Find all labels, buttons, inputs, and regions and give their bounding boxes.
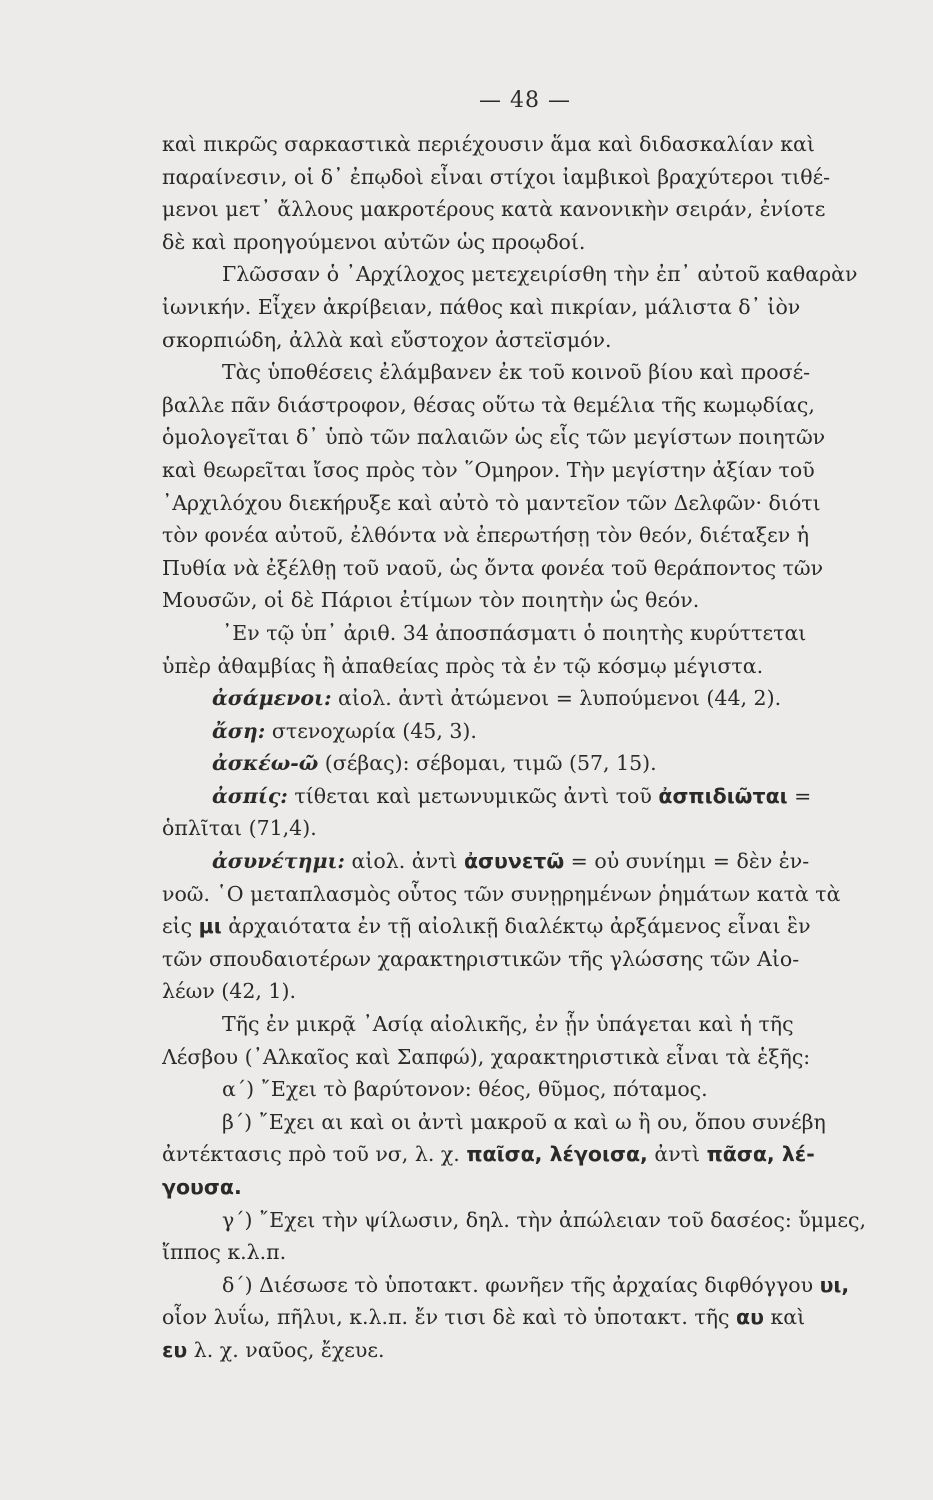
text-line: Τῆς ἐν μικρᾷ ᾽Ασίᾳ αἰολικῆς, ἐν ᾗν ὑπάγεται καὶ ἡ τῆς xyxy=(222,1012,794,1037)
text-line: ὑπὲρ ἀθαμβίας ἢ ἀπαθείας πρὸς τὰ ἐν τῷ κόσμῳ μέγιστα. xyxy=(162,653,764,678)
glossary-entry xyxy=(162,780,880,813)
text-line: Τὰς ὑποθέσεις ἐλάμβανεν ἐκ τοῦ κοινοῦ βίου καὶ προσέ- xyxy=(222,360,811,385)
feature-item-d xyxy=(162,1269,880,1302)
text-line: δὲ καὶ προηγούμενοι αὐτῶν ὡς προῳδοί. xyxy=(162,229,586,254)
bold-term: παῖσα, λέγοισα, xyxy=(466,1142,648,1167)
bold-term: ευ xyxy=(162,1337,188,1362)
text-line: νοῶ. ῾Ο μεταπλασμὸς οὗτος τῶν συνῃρημένων ῥημάτων κατὰ τὰ xyxy=(162,881,841,906)
text-line: ᾽Αρχιλόχου διεκήρυξε καὶ αὐτὸ τὸ μαντεῖον τῶν Δελφῶν· διότι xyxy=(162,490,821,515)
glossary-entry xyxy=(162,715,880,748)
text-line: ᾽Εν τῷ ὑπ᾽ ἀριθ. 34 ἀποσπάσματι ὁ ποιητὴς κυρύττεται xyxy=(222,620,807,645)
text-fragment: ἀντέκτασις πρὸ τοῦ νσ, λ. χ. xyxy=(162,1142,467,1167)
glossary-definition: στενοχωρία (45, 3). xyxy=(265,718,477,743)
feature-item-a: α΄) ῎Εχει τὸ βαρύτονον: θέος, θῦμος, πόταμος. xyxy=(222,1077,708,1102)
bold-term: αυ xyxy=(736,1305,764,1330)
text-fragment: λ. χ. ναῦος, ἔχευε. xyxy=(187,1337,385,1362)
bold-term: ἀσυνετῶ xyxy=(463,849,565,874)
text-fragment: οἷον λυΐω, πῆλυι, κ.λ.π. ἔν τισι δὲ καὶ τὸ ὑποτακτ. τῆς xyxy=(162,1305,737,1330)
text-line: καὶ πικρῶς σαρκαστικὰ περιέχουσιν ἅμα καὶ διδασκαλίαν καὶ xyxy=(162,132,815,156)
text-line: Πυθία νὰ ἐξέλθῃ τοῦ ναοῦ, ὡς ὄντα φονέα τοῦ θεράποντος τῶν xyxy=(162,555,824,580)
glossary-headword: ἀσυνέτημι: xyxy=(212,849,345,874)
glossary-definition: τίθεται καὶ μετωνυμικῶς ἀντὶ τοῦ xyxy=(287,783,659,808)
text-line: ἴππος κ.λ.π. xyxy=(162,1240,287,1265)
feature-item-b: β΄) ῎Εχει αι καὶ οι ἀντὶ μακροῦ α καὶ ω ἢ ου, ὅπου συνέβη xyxy=(222,1109,826,1134)
glossary-definition: αἰολ. ἀντὶ xyxy=(345,849,464,874)
text-line: λέων (42, 1). xyxy=(162,979,296,1004)
text-fragment: εἰς xyxy=(162,914,199,939)
bold-term: ἀσπιδιῶται xyxy=(658,783,788,808)
feature-item-c: γ΄) ῎Εχει τὴν ψίλωσιν, δηλ. τὴν ἀπώλειαν τοῦ δασέος: ὔμμες, xyxy=(222,1207,866,1232)
text-line xyxy=(162,910,880,943)
glossary-definition-tail: = xyxy=(787,783,812,808)
text-line: Γλῶσσαν ὁ ᾽Αρχίλοχος μετεχειρίσθη τὴν ἐπ᾽ αὐτοῦ καθαρὰν xyxy=(222,262,858,287)
glossary-headword: ἀσάμενοι: xyxy=(212,686,332,711)
glossary-definition: (σέβας): σέβομαι, τιμῶ (57, 15). xyxy=(318,751,657,776)
text-line xyxy=(162,1334,880,1367)
glossary-entry xyxy=(162,845,880,878)
text-line: τὸν φονέα αὐτοῦ, ἐλθόντα νὰ ἐπερωτήσῃ τὸν θεόν, διέταξεν ἡ xyxy=(162,523,810,548)
text-line: βαλλε πᾶν διάστροφον, θέσας οὕτω τὰ θεμέλια τῆς κωμῳδίας, xyxy=(162,392,815,417)
glossary-entry xyxy=(162,682,880,715)
glossary-headword: ἄση: xyxy=(212,718,266,743)
text-line: παραίνεσιν, οἱ δ᾽ ἐπῳδοὶ εἶναι στίχοι ἰαμβικοὶ βραχύτεροι τιθέ- xyxy=(162,164,831,189)
text-line: Λέσβου (᾽Αλκαῖος καὶ Σαπφώ), χαρακτηριστικὰ εἶναι τὰ ἑξῆς: xyxy=(162,1044,811,1069)
text-line xyxy=(162,1301,880,1334)
text-fragment: δ΄) Διέσωσε τὸ ὑποτακτ. φωνῆεν τῆς ἀρχαίας διφθόγγου xyxy=(222,1272,820,1297)
text-fragment: ἀντὶ xyxy=(647,1142,707,1167)
bold-term: γουσα. xyxy=(162,1175,242,1199)
text-line: ὁμολογεῖται δ᾽ ὑπὸ τῶν παλαιῶν ὡς εἷς τῶν μεγίστων ποιητῶν xyxy=(162,425,826,450)
bold-term: υι, xyxy=(819,1272,850,1297)
page-number: — 48 — xyxy=(479,88,571,113)
text-line: τῶν σπουδαιοτέρων χαρακτηριστικῶν τῆς γλώσσης τῶν Αἰο- xyxy=(162,946,800,971)
text-line: ὁπλῖται (71,4). xyxy=(162,816,317,841)
text-line: Μουσῶν, οἱ δὲ Πάριοι ἐτίμων τὸν ποιητὴν ὡς θεόν. xyxy=(162,588,700,613)
text-line: καὶ θεωρεῖται ἴσος πρὸς τὸν ῞Ομηρον. Τὴν μεγίστην ἀξίαν τοῦ xyxy=(162,457,815,482)
glossary-entry xyxy=(162,747,880,780)
text-line xyxy=(162,1138,880,1171)
text-fragment: ἀρχαιότατα ἐν τῇ αἰολικῇ διαλέκτῳ ἀρξάμενος εἶναι ἓν xyxy=(221,914,811,939)
bold-term: πᾶσα, λέ- xyxy=(706,1142,815,1167)
glossary-headword: ἀσπίς: xyxy=(212,783,288,808)
text-line: μενοι μετ᾽ ἄλλους μακροτέρους κατὰ κανονικὴν σειράν, ἐνίοτε xyxy=(162,197,826,222)
text-line xyxy=(162,1171,880,1204)
text-line: σκορπιώδη, ἀλλὰ καὶ εὔστοχον ἀστεϊσμόν. xyxy=(162,327,612,352)
text-line: ἰωνικήν. Εἶχεν ἀκρίβειαν, πάθος καὶ πικρίαν, μάλιστα δ᾽ ἰὸν xyxy=(162,294,801,319)
glossary-definition: αἰολ. ἀντὶ ἀτώμενοι = λυπούμενοι (44, 2). xyxy=(331,686,782,711)
bold-term: μι xyxy=(198,914,222,939)
page-body xyxy=(162,128,880,1367)
glossary-headword: ἀσκέω-ῶ xyxy=(212,751,319,776)
text-fragment: καὶ xyxy=(763,1305,806,1330)
glossary-definition-tail: = οὐ συνίημι = δὲν ἐν- xyxy=(564,849,810,874)
